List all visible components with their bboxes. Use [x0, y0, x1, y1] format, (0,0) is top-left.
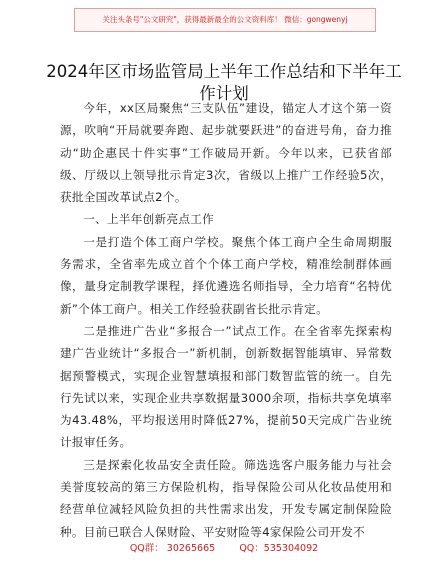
intro-paragraph: 今年，xx区局聚焦“三支队伍”建设，锚定人才这个第一资源，吹响“开局就要奔跑、起步就要跃进”的奋进号角，奋力推动“助企惠民十件实事”工作破局开新。今年以来，已获省部级、厅级以上领导批示肯定3次，省级以上推广工作经验5次，获批全国改革试点2个。: [60, 101, 392, 205]
document-title: 2024年区市场监管局上半年工作总结和下半年工作计划: [46, 62, 402, 104]
section-heading: 一、上半年创新亮点工作: [83, 212, 215, 227]
body-paragraph: 三是探索化妆品安全责任险。筛选选客户服务能力与社会美誉度较高的第三方保险机构，指导保险公司从化妆品使用和经营单位减轻风险负担的共性需求出发，开发专属定制保险险种。目前已联合人保财险、平安财险等4家保险公司开发不: [60, 457, 392, 539]
contact-footer: QQ群： 30265665 QQ：535304092: [129, 543, 319, 554]
document-body: [60, 97, 392, 543]
body-paragraph: 二是推进广告业“多报合一”试点工作。在全省率先探索构建广告业统计“多报合一”新机制，创新数据智能填审、异常数据预警模式，实现企业智慧填报和部门数智监管的统一。自先行先试以来，实现企业共享数据量3000余项，指标共享免填率为43.48%，平均报送用时降低27%，提前50天完成广告业统计报审任务。: [60, 323, 392, 450]
body-paragraph: 一是打造个体工商户学校。聚焦个体工商户全生命周期服务需求，全省率先成立首个个体工商户学校，精准绘制群体画像，量身定制教学课程，择优遴选名师指导，全力培育“名特优新”个体工商户。相关工作经验获副省长批示肯定。: [60, 234, 392, 316]
promo-banner: 关注头条号"公文研究"，获得最新最全的公文资料库！ 微信：gongwenyj: [74, 8, 376, 32]
